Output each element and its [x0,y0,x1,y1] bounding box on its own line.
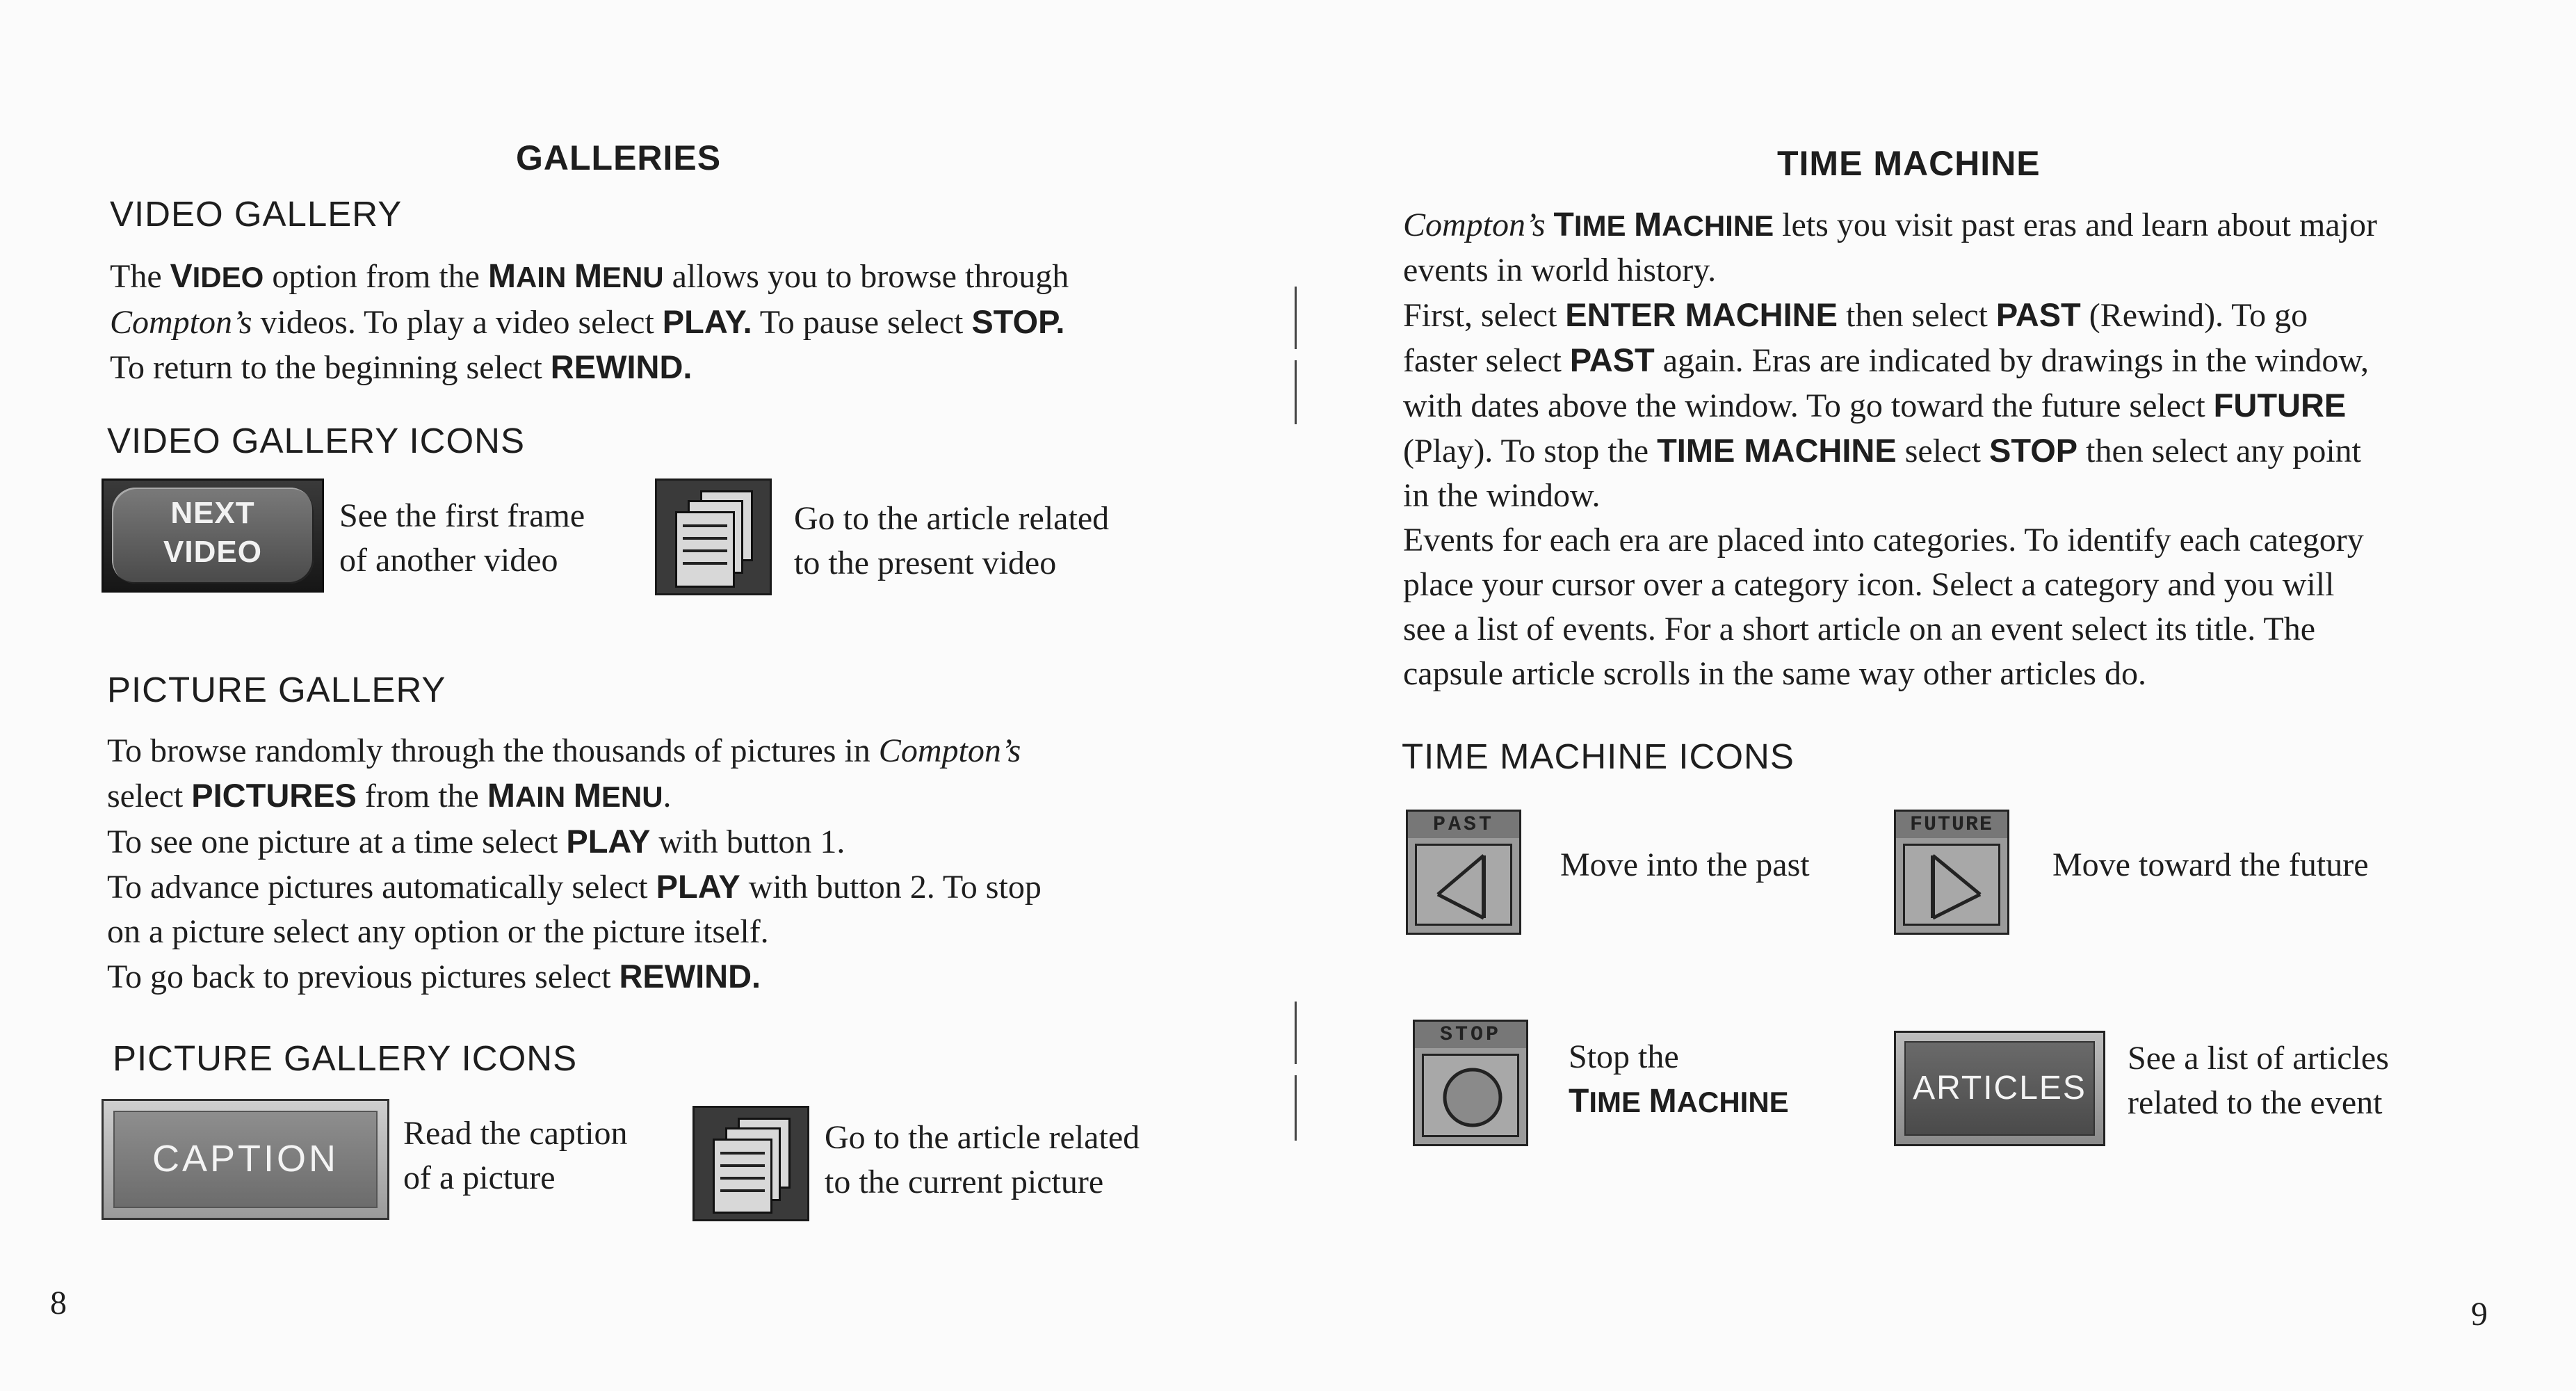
text-line: To see one picture at a time select PLAY with button 1. [107,823,845,860]
next-video-icon-label-bottom: VIDEO [163,535,262,569]
right-page [1288,0,2576,1391]
article-icon-line [720,1164,765,1167]
text-line: Compton’s videos. To play a video select PLAY. To pause select STOP. [110,303,1065,341]
next-video-description [339,494,585,583]
text-line: in the window. [1403,477,1601,514]
article-icon [692,1106,809,1221]
text-line: events in world history. [1403,252,1717,289]
future-description: Move toward the future [2052,846,2369,883]
stop-icon-label: STOP [1415,1022,1526,1048]
text-line: see a list of events. For a short article on an event select its title. The [1403,611,2316,648]
next-video-icon-label-top: NEXT [170,496,255,530]
articles-desc-line2: related to the event [2128,1084,2383,1121]
caption-desc-line2: of a picture [403,1159,556,1196]
next-video-icon [102,479,324,593]
picture-gallery-icons-heading: PICTURE GALLERY ICONS [113,1038,578,1078]
picture-gallery-text [107,729,1042,999]
caption-icon [102,1099,389,1220]
future-icon [1894,810,2009,935]
stop-icon-screen [1422,1054,1519,1137]
text-line: The VIDEO option from the MAIN MENU allows you to browse through [110,258,1069,295]
text-line: To browse randomly through the thousands of pictures in Compton’s [107,732,1021,769]
stop-desc-line2: TIME MACHINE [1569,1083,1789,1120]
stop-icon [1413,1020,1528,1146]
article-icon-line [720,1189,765,1192]
articles-icon [1894,1031,2105,1146]
video-article-description [794,497,1109,586]
future-icon-screen [1903,844,2000,926]
articles-icon-label: ARTICLES [1913,1070,2087,1107]
text-line: (Play). To stop the TIME MACHINE select STOP then select any point [1403,432,2361,469]
past-icon-label: PAST [1408,812,1519,838]
video-gallery-icons-heading: VIDEO GALLERY ICONS [107,421,525,460]
picture-article-desc-line1: Go to the article related [825,1119,1140,1156]
text-line: select PICTURES from the MAIN MENU. [107,777,672,814]
picture-gallery-heading: PICTURE GALLERY [107,670,446,709]
time-machine-title: TIME MACHINE [1777,144,2041,183]
article-icon [655,479,772,595]
future-icon-label: FUTURE [1896,812,2007,838]
next-video-desc-line2: of another video [339,542,558,579]
stop-circle-icon [1424,1056,1521,1139]
text-line: To return to the beginning select REWIND. [110,348,692,386]
articles-description [2128,1036,2389,1125]
article-icon-line [683,549,727,552]
time-machine-text [1403,203,2377,696]
article-icon-sheet-front [675,511,735,588]
picture-article-desc-line2: to the current picture [825,1164,1104,1200]
text-line: on a picture select any option or the picture itself. [107,913,769,950]
caption-desc-line1: Read the caption [403,1115,628,1152]
caption-icon-label: CAPTION [152,1138,339,1180]
article-icon-line [683,537,727,540]
text-line: place your cursor over a category icon. Select a category and you will [1403,566,2335,603]
picture-article-description [825,1116,1140,1205]
text-line: faster select PAST again. Eras are indicated by drawings in the window, [1403,341,2369,379]
article-icon-sheet-front [713,1139,772,1214]
text-line: First, select ENTER MACHINE then select PAST (Rewind). To go [1403,296,2308,334]
articles-desc-line1: See a list of articles [2128,1040,2389,1077]
stop-description [1569,1035,1789,1125]
play-triangle-icon [1905,846,2002,929]
video-gallery-text [110,255,1069,390]
video-article-desc-line2: to the present video [794,545,1057,581]
article-icon-line [683,562,727,565]
text-line: To advance pictures automatically select PLAY with button 2. To stop [107,868,1042,906]
caption-description [403,1111,628,1200]
text-line: Compton’s TIME MACHINE lets you visit past eras and learn about major [1403,207,2377,243]
past-icon [1406,810,1521,935]
page-number: 9 [2471,1296,2488,1333]
video-article-desc-line1: Go to the article related [794,500,1110,537]
article-icon-line [720,1152,765,1155]
stop-desc-line1: Stop the [1569,1038,1679,1075]
text-line: with dates above the window. To go toward the future select FUTURE [1403,387,2347,424]
text-line: To go back to previous pictures select REWIND. [107,958,761,995]
rewind-triangle-icon [1417,846,1514,929]
galleries-title: GALLERIES [516,138,722,177]
page-number: 8 [50,1285,67,1321]
past-icon-screen [1415,844,1512,926]
next-video-desc-line1: See the first frame [339,497,585,534]
article-icon-line [720,1177,765,1180]
article-icon-line [683,524,727,527]
past-description: Move into the past [1560,846,1810,883]
video-gallery-heading: VIDEO GALLERY [110,194,403,234]
text-line: Events for each era are placed into categories. To identify each category [1403,522,2364,558]
text-line: capsule article scrolls in the same way other articles do. [1403,655,2146,692]
time-machine-icons-heading: TIME MACHINE ICONS [1402,737,1795,776]
